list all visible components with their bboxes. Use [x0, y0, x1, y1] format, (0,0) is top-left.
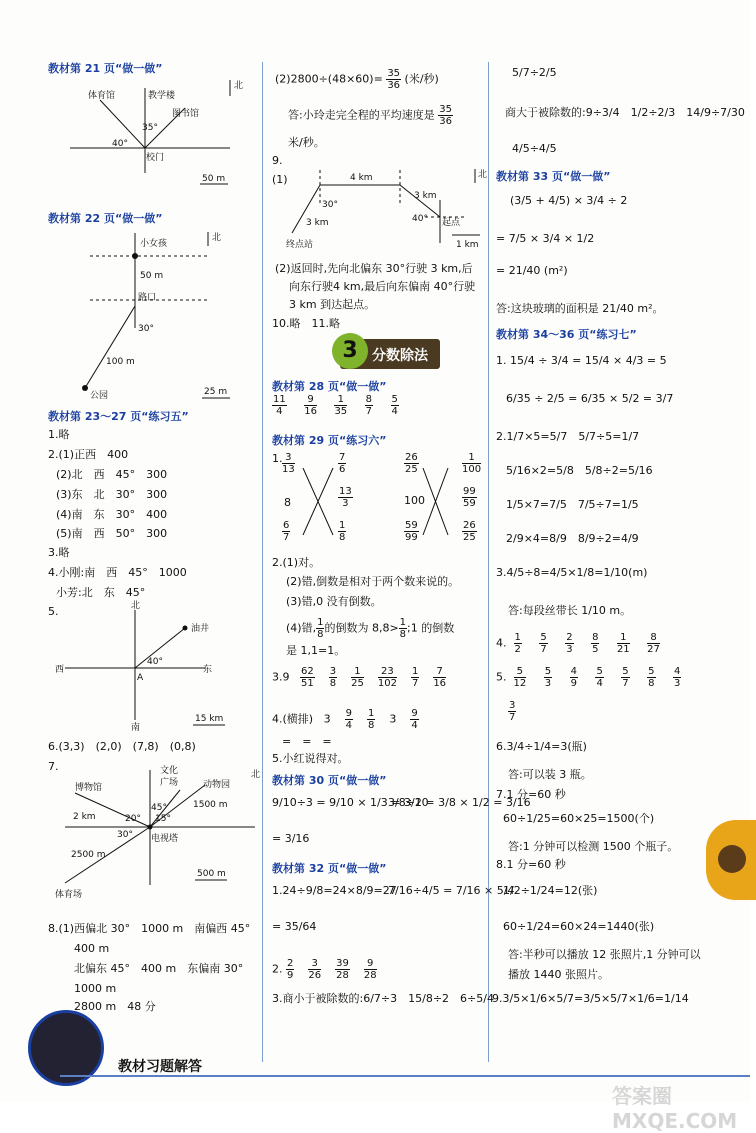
angle-label: 40° — [412, 214, 428, 224]
equation: 60÷1/25=60×25=1500(个) — [503, 812, 655, 825]
equation: 6/35 ÷ 2/5 = 6/35 × 5/2 = 3/7 — [506, 392, 674, 405]
angle-label: 30° — [138, 324, 154, 334]
answer-line: 2.(1)正西 400 — [48, 448, 129, 461]
park-label: 公园 — [90, 391, 109, 401]
mascot-icon — [718, 845, 746, 873]
unit-number: 3 — [332, 333, 368, 369]
section-heading: 教材第 23～27 页“练习五” — [48, 410, 189, 423]
tower-label: 电视塔 — [151, 834, 179, 844]
point-label: A — [137, 673, 144, 683]
answer-line: 北偏东 45° 400 m 东偏南 30° — [74, 962, 244, 975]
angle-label: 45° — [151, 803, 167, 813]
north-label: 北 — [478, 170, 488, 180]
match-item: 100 — [404, 494, 425, 507]
road-label: 路口 — [138, 293, 157, 303]
section-heading: 教材第 32 页“做一做” — [272, 862, 387, 875]
distance-label: 3 km — [306, 218, 329, 228]
distance-label: 2500 m — [71, 850, 106, 860]
map-22 — [60, 228, 240, 403]
answer-line: 答:可以装 3 瓶。 — [508, 768, 592, 781]
scale-label: 1 km — [456, 240, 479, 250]
answer-line: 6.(3,3) (2,0) (7,8) (0,8) — [48, 740, 196, 753]
answer-line: 3 km 到达起点。 — [289, 298, 376, 311]
west-label: 西 — [55, 665, 65, 675]
footer-title: 教材习题解答 — [118, 1059, 202, 1075]
unit-title: 分数除法 — [372, 348, 428, 364]
match-item: $\frac{1}{8}$ — [339, 520, 346, 543]
equation: 1.24÷9/8=24×8/9=27 — [272, 884, 397, 897]
answer-line: 答:每段丝带长 1/10 m。 — [508, 604, 632, 617]
equation: = 35/64 — [272, 920, 317, 933]
answer-line: (4)错, $\frac{1}{8}$ 的倒数为 8,8> $\frac{1}{8}$ ;1 的倒数 — [286, 617, 455, 640]
section-heading: 教材第 30 页“做一做” — [272, 774, 387, 787]
zoo-label: 动物园 — [203, 780, 231, 790]
equation: 4/5÷4/5 — [512, 142, 557, 155]
answer-line: 商大于被除数的:9÷3/4 1/2÷2/3 14/9÷7/30 — [505, 106, 745, 119]
culture-label: 文化 — [160, 766, 179, 776]
equation: 3/8÷2 = 3/8 × 1/2 = 3/16 — [388, 796, 531, 809]
answer-line: 1000 m — [74, 982, 117, 995]
match-item: $\frac{3}{13}$ — [282, 452, 295, 475]
answer-line: (5)南 西 50° 300 — [56, 527, 168, 540]
section-heading: 教材第 33 页“做一做” — [496, 170, 611, 183]
answer-line: 小芳:北 东 45° — [56, 586, 146, 599]
square-label: 广场 — [160, 778, 179, 788]
north-label: 北 — [212, 233, 222, 243]
match-item: $\frac{7}{6}$ — [339, 452, 346, 475]
answer-line: $\frac{3}{7}$ — [509, 700, 516, 723]
angle-label: 30° — [117, 830, 133, 840]
scale-label: 500 m — [197, 869, 226, 879]
equation: 7/16÷4/5 = 7/16 × 5/4 — [388, 884, 515, 897]
match-item: 8 — [284, 496, 291, 509]
answer-line: 3.略 — [48, 546, 70, 559]
answer-line: 5. $\frac{5}{12}$ $\frac{5}{3}$ $\frac{4}{9}$ $\frac{5}{4}$ $\frac{5}{7}$ $\frac{5}{8}$ $\frac{4}{3}$ — [496, 666, 681, 689]
north-label: 北 — [234, 81, 244, 91]
distance-label: 2 km — [73, 812, 96, 822]
equation: 7.1 分=60 秒 — [496, 788, 566, 801]
answer-line: 答:这块玻璃的面积是 21/40 m²。 — [496, 302, 664, 315]
map-9 — [270, 165, 488, 255]
answer-line: 5.小红说得对。 — [272, 752, 349, 765]
distance-label: 50 m — [140, 271, 164, 281]
equation: 1. 15/4 ÷ 3/4 = 15/4 × 4/3 = 5 — [496, 354, 667, 367]
match-item: $\frac{26}{25}$ — [405, 452, 418, 475]
equation: 1/5×7=7/5 7/5÷7=1/5 — [506, 498, 639, 511]
answer-line: 向东行驶4 km,最后向东偏南 40°行驶 — [289, 280, 476, 293]
angle-label: 40° — [112, 139, 128, 149]
answer-line: 2. $\frac{2}{9}$ $\frac{3}{26}$ $\frac{39}{28}$ $\frac{9}{28}$ — [272, 958, 377, 981]
equation: = 3/16 — [272, 832, 310, 845]
start-label: 起点 — [442, 218, 461, 228]
answer-line: (2)2800÷(48×60)= $\frac{35}{36}$ (米/秒) — [275, 68, 439, 91]
equation: 9/10÷3 = 9/10 × 1/3 = 3/10 — [272, 796, 429, 809]
north-label: 北 — [251, 770, 261, 780]
answer-line: 是 1,1=1。 — [286, 644, 346, 657]
watermark: 答案圈 MXQE.COM — [612, 1084, 738, 1133]
equation: = 21/40 (m²) — [496, 264, 568, 277]
angle-label: 30° — [322, 200, 338, 210]
match-item: $\frac{1}{100}$ — [462, 452, 482, 475]
answer-line: 4.小刚:南 西 45° 1000 — [48, 566, 187, 579]
answer-line: (3)东 北 30° 300 — [56, 488, 168, 501]
angle-label: 20° — [125, 814, 141, 824]
lib-label: 图书馆 — [172, 109, 200, 119]
east-label: 东 — [203, 665, 213, 675]
angle-label: 15° — [155, 814, 171, 824]
match-item: $\frac{26}{25}$ — [463, 520, 476, 543]
equation: 3.4/5÷8=4/5×1/8=1/10(m) — [496, 566, 648, 579]
answer-line: 7. — [48, 760, 59, 773]
end-label: 终点站 — [286, 240, 314, 250]
column-divider — [262, 62, 263, 1062]
section-heading: 教材第 22 页“做一做” — [48, 212, 163, 225]
answer-line: 9. — [272, 154, 283, 167]
answer-line: 播放 1440 张照片。 — [508, 968, 609, 981]
answer-line: (1) — [272, 173, 288, 186]
map-5 — [55, 600, 235, 735]
section-heading: 教材第 34～36 页“练习七” — [496, 328, 637, 341]
distance-label: 4 km — [350, 173, 373, 183]
equation: = 7/5 × 3/4 × 1/2 — [496, 232, 595, 245]
distance-label: 1500 m — [193, 800, 228, 810]
teach-label: 教学楼 — [148, 91, 176, 101]
match-item: $\frac{99}{59}$ — [463, 486, 476, 509]
answer-line: = = = — [282, 735, 332, 748]
equation: 5/7÷2/5 — [512, 66, 557, 79]
angle-label: 35° — [142, 123, 158, 133]
equation: 8.1 分=60 秒 — [496, 858, 566, 871]
answer-line: 1. — [272, 452, 283, 465]
answer-line: (4)南 东 30° 400 — [56, 508, 168, 521]
answer-line: (2)返回时,先向北偏东 30°行驶 3 km,后 — [275, 262, 473, 275]
answer-line: (3)错,0 没有倒数。 — [286, 595, 382, 608]
section-heading: 教材第 29 页“练习六” — [272, 434, 387, 447]
answer-line: 400 m — [74, 942, 110, 955]
section-heading: 教材第 28 页“做一做” — [272, 380, 387, 393]
match-item: $\frac{6}{7}$ — [283, 520, 290, 543]
answer-line: 答:小玲走完全程的平均速度是 $\frac{35}{36}$ — [288, 104, 452, 127]
equation: 2/9×4=8/9 8/9÷2=4/9 — [506, 532, 639, 545]
match-item: $\frac{13}{3}$ — [339, 486, 352, 509]
north-label: 北 — [131, 601, 141, 611]
stadium-label: 体育场 — [55, 890, 83, 900]
unit-banner — [340, 339, 440, 369]
answer-line: 2.(1)对。 — [272, 556, 321, 569]
equation: 6.3/4÷1/4=3(瓶) — [496, 740, 587, 753]
equation: 9.3/5×1/6×5/7=3/5×5/7×1/6=1/14 — [492, 992, 689, 1005]
answer-line: 3.商小于被除数的:6/7÷3 15/8÷2 6÷5/4 — [272, 992, 494, 1005]
equation: 2.1/7×5=5/7 5/7÷5=1/7 — [496, 430, 640, 443]
map-7 — [55, 765, 265, 900]
map-21 — [60, 78, 250, 188]
equation: 1/2÷1/24=12(张) — [503, 884, 598, 897]
museum-label: 博物馆 — [75, 783, 103, 793]
answer-line: (2)北 西 45° 300 — [56, 468, 168, 481]
match-item: $\frac{59}{99}$ — [405, 520, 418, 543]
answer-line: 8.(1)西偏北 30° 1000 m 南偏西 45° — [48, 922, 251, 935]
matching-diagram — [278, 450, 488, 550]
distance-label: 100 m — [106, 357, 135, 367]
fraction-row: $\frac{11}{4}$ $\frac{9}{16}$ $\frac{1}{35}$ $\frac{8}{7}$ $\frac{5}{4}$ — [273, 394, 398, 417]
distance-label: 3 km — [414, 191, 437, 201]
girl-label: 小女孩 — [140, 239, 168, 249]
answer-line: (2)错,倒数是相对于两个数来说的。 — [286, 575, 460, 588]
answer-line: 2800 m 48 分 — [74, 1000, 156, 1013]
answer-line: 米/秒。 — [288, 136, 325, 149]
angle-label: 40° — [147, 657, 163, 667]
section-heading: 教材第 21 页“做一做” — [48, 62, 163, 75]
scale-label: 15 km — [195, 714, 224, 724]
answer-line: 10.略 11.略 — [272, 317, 340, 330]
oil-label: 油井 — [191, 624, 210, 634]
answer-line: 5. — [48, 605, 59, 618]
gate-label: 校门 — [146, 153, 165, 163]
scale-label: 50 m — [202, 174, 226, 184]
scale-label: 25 m — [204, 387, 228, 397]
column-divider — [488, 62, 489, 1062]
equation: (3/5 + 4/5) × 3/4 ÷ 2 — [510, 194, 628, 207]
south-label: 南 — [131, 723, 141, 733]
equation: 5/16×2=5/8 5/8÷2=5/16 — [506, 464, 653, 477]
gym-label: 体育馆 — [88, 91, 116, 101]
answer-line: 1.略 — [48, 428, 70, 441]
answer-line: 3.9 $\frac{62}{51}$ $\frac{3}{8}$ $\frac{1}{25}$ $\frac{23}{102}$ $\frac{1}{7}$ $\frac{7}{16}$ — [272, 666, 447, 689]
answer-line: 4. $\frac{1}{2}$ $\frac{5}{7}$ $\frac{2}{3}$ $\frac{8}{5}$ $\frac{1}{21}$ $\frac{8}{27}$ — [496, 632, 660, 655]
answer-line: 答:半秒可以播放 12 张照片,1 分钟可以 — [508, 948, 701, 961]
equation: 60÷1/24=60×24=1440(张) — [503, 920, 655, 933]
answer-line: 答:1 分钟可以检测 1500 个瓶子。 — [508, 840, 679, 853]
answer-line: 4.(横排) 3 $\frac{9}{4}$ $\frac{1}{8}$ 3 $\frac{9}{4}$ — [272, 708, 418, 731]
